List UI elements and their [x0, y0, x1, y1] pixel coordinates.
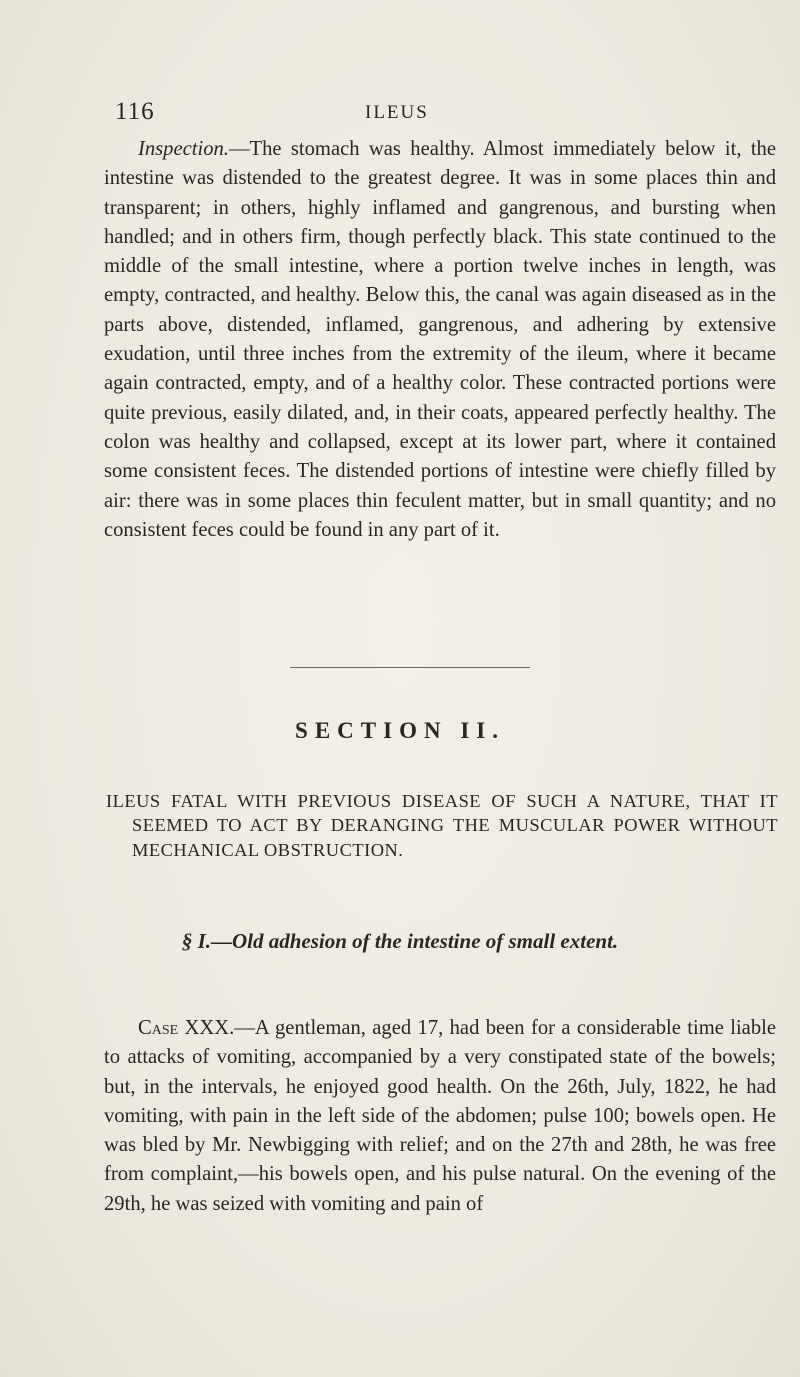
section-divider [290, 667, 530, 668]
inspection-paragraph [104, 135, 776, 545]
case-text: —A gentleman, aged 17, had been for a considerable time liable to attacks of vomiting, accompanied by a very constipated state of the bowels; but, in the intervals, he enjoyed good health. On the 26th, July, 1822, he had vomiting, with pain in the left side of the abdomen; pulse 100; bowels open. He was bled by Mr. Newbigging with relief; and on the 27th and 28th, he was free from complaint,—his bowels open, and his pulse natural. On the evening of the 29th, he was seized with vomiting and pain of [104, 1017, 776, 1215]
case-lead: Case XXX. [138, 1017, 235, 1039]
subsection-heading: § I.—Old adhesion of the intestine of small extent. [181, 929, 619, 953]
section-heading: SECTION II. [295, 718, 505, 743]
inspection-lead: Inspection. [138, 138, 229, 160]
page-number: 116 [115, 98, 155, 125]
running-head [115, 98, 705, 128]
running-title: ILEUS [365, 102, 429, 123]
case-paragraph [104, 1014, 776, 1219]
section-subtitle: ILEUS FATAL WITH PREVIOUS DISEASE OF SUCH A NATURE, THAT IT SEEMED TO ACT BY DERANGING THE MUSCULAR POWER WITHOUT MECHANICAL OBSTRUCTION. [106, 791, 778, 860]
inspection-text: —The stomach was healthy. Almost immediately below it, the intestine was distended to the greatest degree. It was in some places thin and transparent; in others, highly inflamed and gangrenous, and bursting when handled; and in others firm, though perfectly black. This state continued to the middle of the small intestine, where a portion twelve inches in length, was empty, contracted, and healthy. Below this, the canal was again diseased as in the parts above, distended, inflamed, gangrenous, and adhering by extensive exudation, until three inches from the extremity of the ileum, where it became again contracted, empty, and of a healthy color. These contracted portions were quite previous, easily dilated, and, in their coats, appeared perfectly healthy. The colon was healthy and collapsed, except at its lower part, where it contained some consistent feces. The distended portions of intestine were chiefly filled by air: there was in some places thin feculent matter, but in small quantity; and no consistent feces could be found in any part of it. [104, 138, 776, 541]
